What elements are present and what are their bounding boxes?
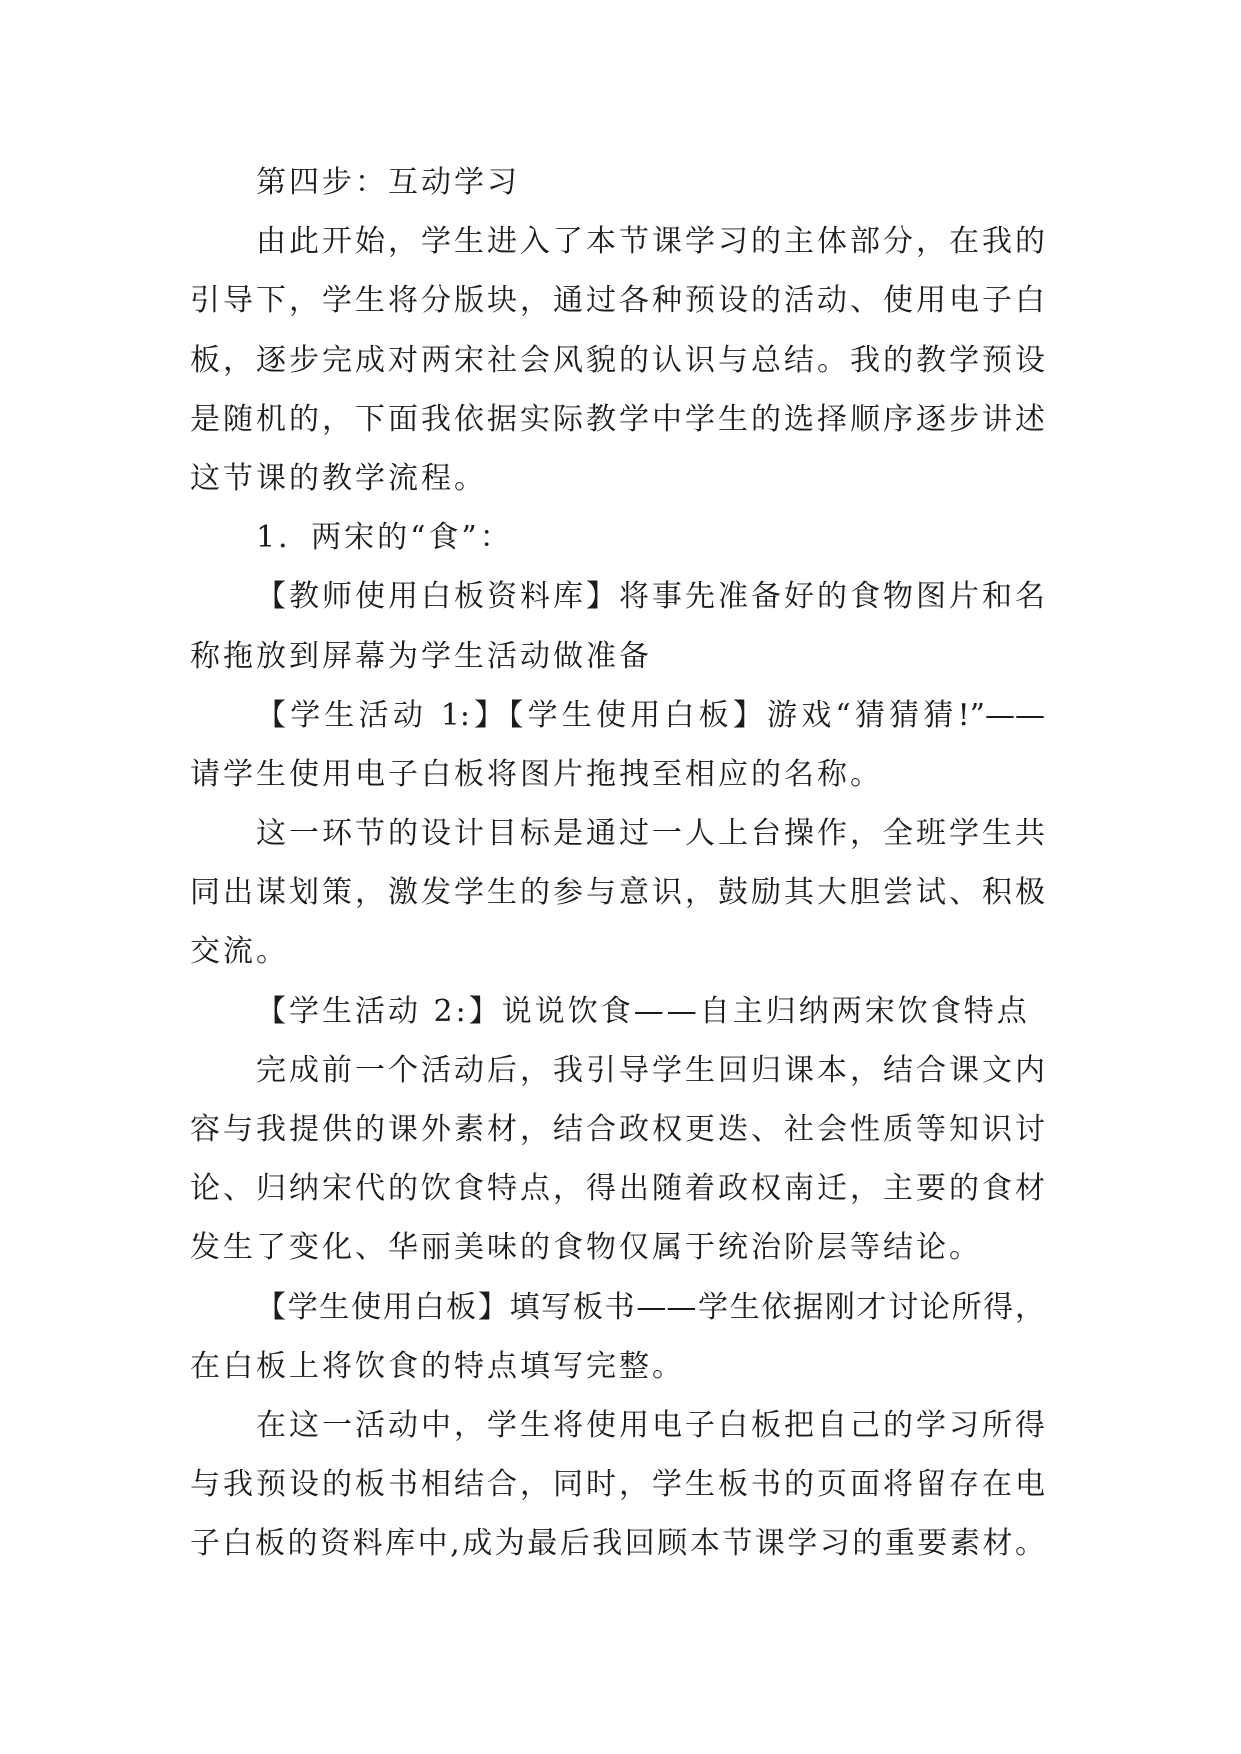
paragraph-line: 引导下，学生将分版块，通过各种预设的活动、使用电子白 — [190, 283, 1045, 319]
paragraph-line: 称拖放到屏幕为学生活动做准备 — [190, 638, 652, 674]
paragraph-line: 发生了变化、华丽美味的食物仅属于统治阶层等结论。 — [190, 1230, 982, 1266]
paragraph — [190, 1041, 1045, 1278]
paragraph-line: 同出谋划策，激发学生的参与意识，鼓励其大胆尝试、积极 — [190, 875, 1045, 911]
paragraph-line: 在这一活动中，学生将使用电子白板把自己的学习所得 — [256, 1407, 1045, 1443]
paragraph — [190, 686, 1045, 804]
document-body — [190, 153, 1045, 1574]
paragraph-line: 【教师使用白板资料库】将事先准备好的食物图片和名 — [256, 579, 1045, 615]
paragraph-line: 【学生活动 2:】说说饮食——自主归纳两宋饮食特点 — [256, 993, 1030, 1029]
paragraph-line: 请学生使用电子白板将图片拖拽至相应的名称。 — [190, 756, 883, 792]
paragraph-line: 容与我提供的课外素材，结合政权更迭、社会性质等知识讨 — [190, 1112, 1045, 1147]
paragraph — [190, 567, 1045, 685]
paragraph-line: 完成前一个活动后，我引导学生回归课本，结合课文内 — [256, 1052, 1045, 1088]
paragraph-line: 是随机的，下面我依据实际教学中学生的选择顺序逐步讲述 — [190, 401, 1045, 437]
section-heading-block — [190, 153, 1045, 212]
paragraph-line: 【学生使用白板】填写板书——学生依据刚才讨论所得， — [256, 1289, 1045, 1325]
paragraph-line: 这节课的教学流程。 — [190, 460, 487, 496]
subsection-heading: 1．两宋的“食”： — [256, 520, 513, 556]
paragraph — [190, 212, 1045, 508]
paragraph — [190, 804, 1045, 982]
paragraph-line: 交流。 — [190, 934, 289, 970]
paragraph-line: 子白板的资料库中,成为最后我回顾本节课学习的重要素材。 — [190, 1526, 1045, 1562]
subsection-heading-block — [190, 508, 1045, 567]
paragraph-line: 论、归纳宋代的饮食特点，得出随着政权南迁，主要的食材 — [190, 1171, 1045, 1207]
paragraph — [190, 1278, 1045, 1396]
section-heading: 第四步：互动学习 — [256, 165, 520, 200]
paragraph-line: 这一环节的设计目标是通过一人上台操作，全班学生共 — [256, 816, 1045, 852]
paragraph-line: 在白板上将饮食的特点填写完整。 — [190, 1348, 685, 1384]
paragraph-line: 由此开始，学生进入了本节课学习的主体部分，在我的 — [256, 224, 1045, 260]
paragraph — [190, 982, 1045, 1041]
paragraph — [190, 1396, 1045, 1574]
paragraph-line: 板，逐步完成对两宋社会风貌的认识与总结。我的教学预设 — [190, 342, 1045, 378]
paragraph-line: 与我预设的板书相结合，同时，学生板书的页面将留存在电 — [190, 1467, 1045, 1503]
paragraph-line: 【学生活动 1:】【学生使用白板】游戏“猜猜猜!”—— — [256, 697, 1045, 733]
